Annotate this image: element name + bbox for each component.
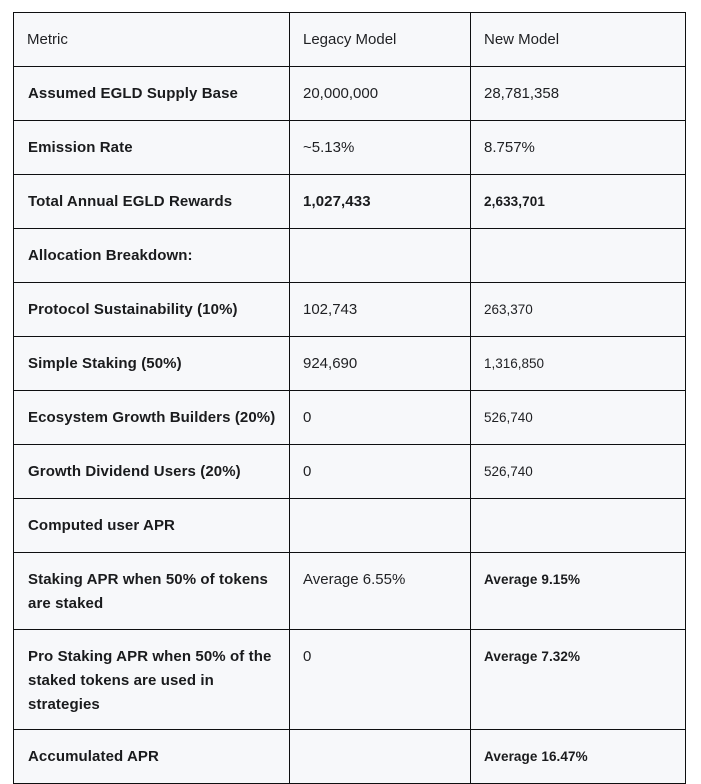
- legacy-value-cell: 0: [290, 629, 471, 730]
- new-value-cell: Average 16.47%: [471, 730, 686, 784]
- metric-cell: Accumulated APR: [14, 730, 290, 784]
- table-row: [14, 553, 686, 630]
- table-row: [14, 445, 686, 499]
- metric-cell: Protocol Sustainability (10%): [14, 283, 290, 337]
- table-row: [14, 730, 686, 784]
- new-value-cell: 526,740: [471, 391, 686, 445]
- metric-cell: Staking APR when 50% of tokens are staked: [14, 553, 290, 630]
- header-row: [14, 13, 686, 67]
- legacy-value-cell: 1,027,433: [290, 175, 471, 229]
- legacy-value-cell: 924,690: [290, 337, 471, 391]
- column-header-legacy-model: Legacy Model: [290, 13, 471, 67]
- new-value-cell: 2,633,701: [471, 175, 686, 229]
- metric-cell: Assumed EGLD Supply Base: [14, 67, 290, 121]
- new-value-cell: [471, 229, 686, 283]
- metric-cell: Pro Staking APR when 50% of the staked tokens are used in strategies: [14, 629, 290, 730]
- table-body: [14, 67, 686, 784]
- new-value-cell: Average 9.15%: [471, 553, 686, 630]
- table-row: [14, 175, 686, 229]
- legacy-value-cell: ~5.13%: [290, 121, 471, 175]
- metric-cell: Ecosystem Growth Builders (20%): [14, 391, 290, 445]
- table-header: [14, 13, 686, 67]
- new-value-cell: 28,781,358: [471, 67, 686, 121]
- metric-cell: Simple Staking (50%): [14, 337, 290, 391]
- legacy-value-cell: 20,000,000: [290, 67, 471, 121]
- legacy-value-cell: 0: [290, 445, 471, 499]
- table-row: [14, 629, 686, 730]
- legacy-value-cell: [290, 730, 471, 784]
- table-row: [14, 499, 686, 553]
- legacy-value-cell: [290, 229, 471, 283]
- table-row: [14, 283, 686, 337]
- table-row: [14, 67, 686, 121]
- table-row: [14, 391, 686, 445]
- legacy-value-cell: [290, 499, 471, 553]
- metric-cell: Emission Rate: [14, 121, 290, 175]
- new-value-cell: 1,316,850: [471, 337, 686, 391]
- column-header-new-model: New Model: [471, 13, 686, 67]
- column-header-metric: Metric: [14, 13, 290, 67]
- metric-cell: Total Annual EGLD Rewards: [14, 175, 290, 229]
- new-value-cell: 263,370: [471, 283, 686, 337]
- new-value-cell: Average 7.32%: [471, 629, 686, 730]
- new-value-cell: [471, 499, 686, 553]
- table-row: [14, 337, 686, 391]
- new-value-cell: 526,740: [471, 445, 686, 499]
- metric-cell: Growth Dividend Users (20%): [14, 445, 290, 499]
- comparison-table: [13, 12, 686, 784]
- legacy-value-cell: 0: [290, 391, 471, 445]
- legacy-value-cell: Average 6.55%: [290, 553, 471, 630]
- table-row: [14, 229, 686, 283]
- table-row: [14, 121, 686, 175]
- comparison-table-container: [13, 12, 686, 784]
- metric-cell: Allocation Breakdown:: [14, 229, 290, 283]
- new-value-cell: 8.757%: [471, 121, 686, 175]
- metric-cell: Computed user APR: [14, 499, 290, 553]
- legacy-value-cell: 102,743: [290, 283, 471, 337]
